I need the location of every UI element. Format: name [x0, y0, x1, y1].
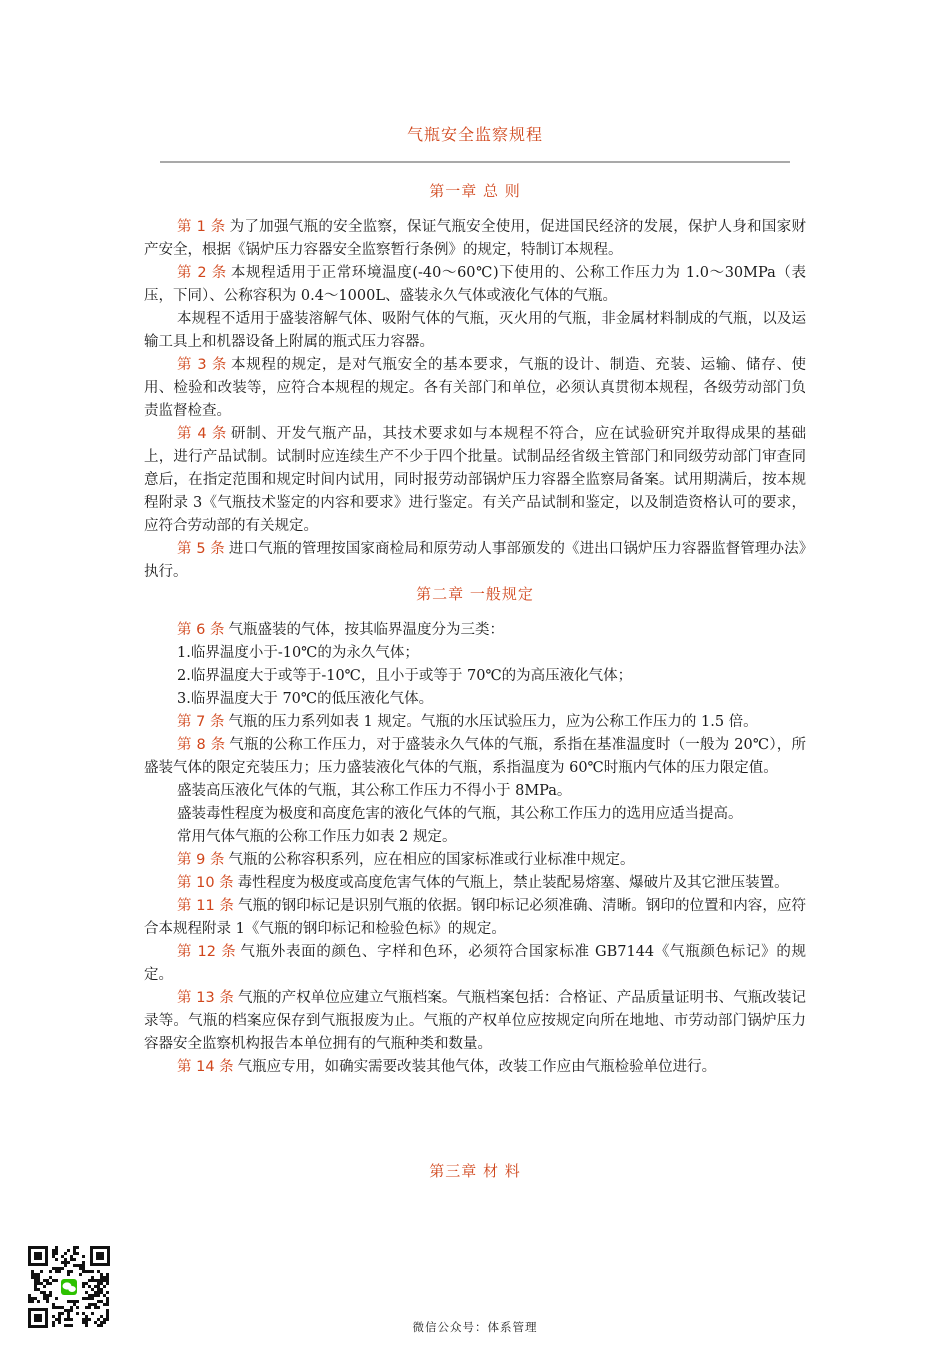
article-9	[144, 849, 806, 872]
article-text: 气瓶盛装的气体，按其临界温度分为三类：	[228, 622, 504, 638]
article-text: 1.临界温度小于-10℃的为永久气体；	[177, 645, 419, 661]
article-text: 气瓶的产权单位应建立气瓶档案。气瓶档案包括：合格证、产品质量证明书、气瓶改装记录等。气瓶的档案应保存到气瓶报废为止。气瓶的产权单位应按规定向所在地地、市劳动部门锅炉压力容器安全监察机构报告本单位拥有的气瓶种类和数量。	[144, 990, 807, 1052]
article-text: 气瓶的公称容积系列，应在相应的国家标准或行业标准中规定。	[228, 852, 635, 868]
article-8-paragraph	[144, 780, 806, 803]
article-text: 气瓶外表面的颜色、字样和色环，必须符合国家标准 GB7144《气瓶颜色标记》的规定。	[144, 944, 807, 983]
article-number: 第 5 条	[177, 541, 225, 557]
article-text: 3.临界温度大于 70℃的低压液化气体。	[177, 691, 434, 707]
article-number: 第 9 条	[177, 852, 225, 868]
chapter-1-body	[144, 216, 806, 584]
article-11	[144, 895, 806, 941]
article-number: 第 1 条	[177, 219, 226, 235]
article-number: 第 13 条	[177, 990, 234, 1006]
article-5	[144, 538, 806, 584]
article-1	[144, 216, 806, 262]
article-13	[144, 987, 806, 1056]
article-number: 第 2 条	[177, 265, 227, 281]
list-item	[144, 642, 806, 665]
title-divider	[160, 161, 790, 163]
chapter-2-heading: 第二章 一般规定	[416, 585, 534, 603]
article-text: 盛装高压液化气体的气瓶，其公称工作压力不得小于 8MPa。	[177, 783, 572, 799]
chapter-3-heading: 第三章 材 料	[429, 1162, 521, 1180]
article-3	[144, 354, 806, 423]
article-number: 第 8 条	[177, 737, 226, 753]
article-8-paragraph	[144, 803, 806, 826]
article-14	[144, 1056, 806, 1079]
article-number: 第 11 条	[177, 898, 234, 914]
qr-code-icon	[26, 1244, 112, 1330]
article-text: 进口气瓶的管理按国家商检局和原劳动人事部颁发的《进出口锅炉压力容器监督管理办法》执行。	[144, 541, 806, 580]
article-text: 气瓶的公称工作压力，对于盛装永久气体的气瓶，系指在基准温度时（一般为 20℃），所盛装气体的限定充装压力；压力盛装液化气体的气瓶，系指温度为 60℃时瓶内气体的压力限定值。	[144, 737, 807, 776]
article-12	[144, 941, 806, 987]
article-4	[144, 423, 806, 538]
article-text: 本规程不适用于盛装溶解气体、吸附气体的气瓶，灭火用的气瓶，非金属材料制成的气瓶，以及运输工具上和机器设备上附属的瓶式压力容器。	[144, 311, 806, 350]
article-text: 本规程适用于正常环境温度(-40～60℃)下使用的、公称工作压力为 1.0～30MPa（表压，下同）、公称容积为 0.4～1000L、盛装永久气体或液化气体的气瓶。	[144, 265, 806, 304]
article-text: 气瓶的钢印标记是识别气瓶的依据。钢印标记必须准确、清晰。钢印的位置和内容，应符合本规程附录 1《气瓶的钢印标记和检验色标》的规定。	[144, 898, 807, 937]
article-text: 气瓶的压力系列如表 1 规定。气瓶的水压试验压力，应为公称工作压力的 1.5 倍。	[228, 714, 758, 730]
chapter-1-heading: 第一章 总 则	[429, 182, 521, 200]
article-2	[144, 262, 806, 308]
article-number: 第 7 条	[177, 714, 225, 730]
article-text: 2.临界温度大于或等于-10℃，且小于或等于 70℃的为高压液化气体；	[177, 668, 633, 684]
footer-text: 微信公众号：体系管理	[412, 1320, 538, 1334]
article-8	[144, 734, 806, 780]
article-number: 第 10 条	[177, 875, 234, 891]
article-text: 气瓶应专用，如确实需要改装其他气体，改装工作应由气瓶检验单位进行。	[237, 1059, 717, 1075]
page-title: 气瓶安全监察规程	[406, 125, 543, 144]
article-number: 第 12 条	[177, 944, 237, 960]
article-2-paragraph	[144, 308, 806, 354]
article-10	[144, 872, 806, 895]
article-8-paragraph	[144, 826, 806, 849]
article-number: 第 14 条	[177, 1059, 234, 1075]
article-text: 本规程的规定，是对气瓶安全的基本要求，气瓶的设计、制造、充装、运输、储存、使用、检验和改装等，应符合本规程的规定。各有关部门和单位，必须认真贯彻本规程，各级劳动部门负责监督检查。	[144, 357, 807, 419]
chapter-2-body	[144, 619, 806, 1079]
article-number: 第 6 条	[177, 622, 225, 638]
article-7	[144, 711, 806, 734]
list-item	[144, 688, 806, 711]
article-text: 毒性程度为极度或高度危害气体的气瓶上，禁止装配易熔塞、爆破片及其它泄压装置。	[237, 875, 789, 891]
article-number: 第 3 条	[177, 357, 228, 373]
wechat-icon	[59, 1277, 79, 1297]
article-6	[144, 619, 806, 642]
article-number: 第 4 条	[177, 426, 228, 442]
article-text: 常用气体气瓶的公称工作压力如表 2 规定。	[177, 829, 457, 845]
list-item	[144, 665, 806, 688]
article-text: 为了加强气瓶的安全监察，保证气瓶安全使用，促进国民经济的发展，保护人身和国家财产安全，根据《锅炉压力容器安全监察暂行条例》的规定，特制订本规程。	[144, 219, 806, 258]
article-text: 研制、开发气瓶产品，其技术要求如与本规程不符合，应在试验研究并取得成果的基础上，进行产品试制。试制时应连续生产不少于四个批量。试制品经省级主管部门和同级劳动部门审查同意后，在指定范围和规定时间内试用，同时报劳动部锅炉压力容器全监察局备案。试用期满后，按本规程附录 3《气瓶技术鉴定的内容和要求》进行鉴定。有关产品试制和鉴定，以及制造资格认可的要求，应符合劳动部的有关规定。	[144, 426, 807, 534]
article-text: 盛装毒性程度为极度和高度危害的液化气体的气瓶，其公称工作压力的选用应适当提高。	[177, 806, 743, 822]
